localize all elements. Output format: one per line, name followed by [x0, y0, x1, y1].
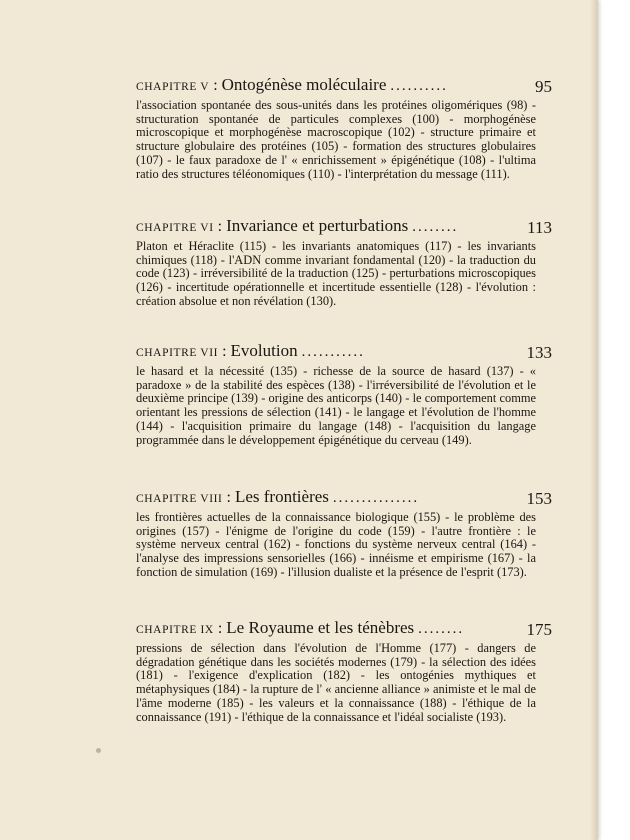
leader-dots: ........	[418, 621, 465, 637]
chapter-label: CHAPITRE VI	[136, 222, 214, 234]
chapter-summary: pressions de sélection dans l'évolution de l'Homme (177) - dangers de dégradation génétique dans les sociétés modernes (179) - la sélection des idées (181) - l'exigence d'explication (182) - les ontogénies mythiques et métaphysiques (184) - la rupture de l' « ancienne alliance » animiste et le mal de l'âme moderne (185) - les valeurs et la connaissance (188) - l'éthique de la connaissance (191) - l'éthique de la connaissance et l'idéal socialiste (193).	[136, 641, 536, 724]
chapter-entry-viii	[136, 483, 552, 580]
chapter-heading: CHAPITRE IX : Le Royaume et les ténèbres ........ 175	[136, 618, 552, 639]
chapter-entry-ix	[136, 614, 552, 724]
chapter-label: CHAPITRE VII	[136, 347, 219, 359]
chapter-title: Invariance et perturbations	[226, 216, 409, 235]
chapter-page-number: 95	[535, 77, 552, 96]
chapter-summary: l'association spontanée des sous-unités dans les protéines oligomériques (98) - structuration spontanée de particules complexes (100) - morphogénèse microscopique et morphogénèse macroscopique (102) - structure primaire et structure globulaire des protéines (105) - formation des structures globulaires (107) - le faux paradoxe de l' « enrichissement » épigénétique (108) - l'ultima ratio des structures téléonomiques (110) - l'interprétation du message (111).	[136, 98, 536, 181]
chapter-heading: CHAPITRE V : Ontogénèse moléculaire .......... 95	[136, 75, 552, 96]
chapter-page-number: 153	[526, 489, 552, 508]
chapter-summary: Platon et Héraclite (115) - les invariants anatomiques (117) - les invariants chimiques (118) - l'ADN comme invariant fondamental (120) - la traduction du code (123) - irréversibilité de la traduction (125) - perturbations microscopiques (126) - incertitude opérationnelle et incertitude essentielle (128) - l'évolution : création absolue et non révélation (130).	[136, 239, 536, 308]
paper-stain	[96, 748, 101, 753]
chapter-entry-v	[136, 71, 552, 181]
leader-dots: ........	[412, 219, 459, 235]
chapter-heading: CHAPITRE VII : Evolution ........... 133	[136, 341, 552, 362]
leader-dots: ..........	[390, 78, 448, 94]
chapter-title: Evolution	[230, 341, 298, 360]
chapter-label: CHAPITRE V	[136, 81, 210, 93]
chapter-page-number: 133	[526, 343, 552, 362]
chapter-label: CHAPITRE IX	[136, 624, 214, 636]
chapter-heading: CHAPITRE VIII : Les frontières ............... 153	[136, 487, 552, 508]
chapter-page-number: 113	[527, 218, 552, 237]
chapter-page-number: 175	[526, 620, 552, 639]
chapter-title: Ontogénèse moléculaire	[221, 75, 387, 94]
chapter-title: Le Royaume et les ténèbres	[226, 618, 415, 637]
chapter-entry-vii	[136, 337, 552, 447]
leader-dots: ...............	[332, 490, 420, 506]
chapter-heading: CHAPITRE VI : Invariance et perturbations ........ 113	[136, 216, 552, 237]
chapter-entry-vi	[136, 212, 552, 309]
leader-dots: ...........	[301, 344, 365, 360]
chapter-summary: les frontières actuelles de la connaissance biologique (155) - le problème des origines (157) - l'énigme de l'origine du code (159) - l'autre frontière : le système nerveux central (162) - fonctions du système nerveux central (164) - l'analyse des impressions sensorielles (166) - innéisme et empirisme (167) - la fonction de simulation (169) - l'illusion dualiste et la présence de l'esprit (173).	[136, 510, 536, 579]
chapter-summary: le hasard et la nécessité (135) - richesse de la source de hasard (137) - « paradoxe » de la stabilité des espèces (138) - l'irréversibilité de l'évolution et le deuxième principe (139) - origine des anticorps (140) - le comportement comme orientant les pressions de sélection (141) - le langage et l'évolution de l'homme (144) - l'acquisition primaire du langage (148) - l'acquisition du langage programmée dans le développement épigénétique du cerveau (149).	[136, 364, 536, 447]
chapter-title: Les frontières	[234, 487, 329, 506]
chapter-label: CHAPITRE VIII	[136, 493, 223, 505]
